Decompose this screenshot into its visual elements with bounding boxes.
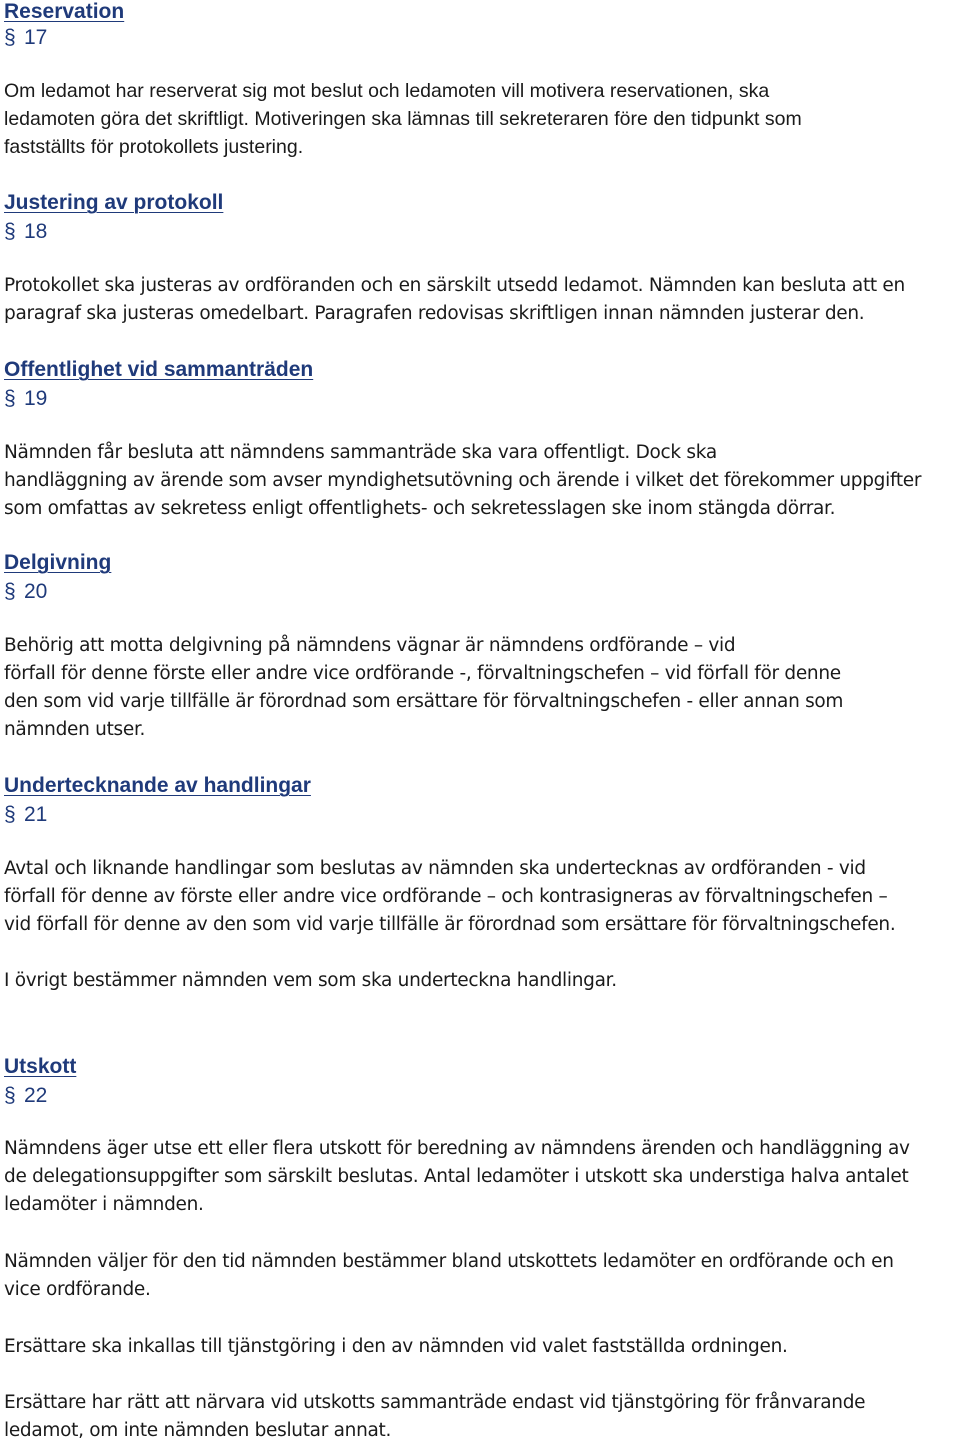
section-sign-icon: § <box>4 803 16 826</box>
paragraph-marker-20: § 20 <box>4 578 47 606</box>
text-line: nämnden utser. <box>4 719 146 740</box>
text-line: Om ledamot har reserverat sig mot beslut och ledamoten vill motivera reservationen, ska <box>4 80 770 102</box>
paragraph-marker-17: § 17 <box>4 24 47 52</box>
text-line: Behörig att motta delgivning på nämndens vägnar är nämndens ordförande – vid <box>4 635 736 656</box>
heading-justering: Justering av protokoll <box>4 191 224 214</box>
text-line: paragraf ska justeras omedelbart. Paragrafen redovisas skriftligen innan nämnden justerar den. <box>4 303 865 324</box>
text-line: som omfattas av sekretess enligt offentlighets- och sekretesslagen ske inom stängda dörrar. <box>4 498 836 519</box>
heading-offentlighet: Offentlighet vid sammanträden <box>4 358 314 381</box>
text-line: förfall för denne av förste eller andre vice ordförande – och kontrasigneras av förvaltningschefen – <box>4 886 888 907</box>
section-sign-icon: § <box>4 580 16 603</box>
text-line: handläggning av ärende som avser myndighetsutövning och ärende i vilket det förekommer uppgifter <box>4 470 922 491</box>
paragraph-marker-18: § 18 <box>4 218 47 246</box>
heading-undertecknande: Undertecknande av handlingar <box>4 774 311 797</box>
text-line: vice ordförande. <box>4 1279 151 1300</box>
section-sign-icon: § <box>4 387 16 410</box>
text-line: Ersättare ska inkallas till tjänstgöring i den av nämnden vid valet fastställda ordningen. <box>4 1336 788 1357</box>
text-line: ledamöter i nämnden. <box>4 1194 204 1215</box>
heading-delgivning: Delgivning <box>4 551 112 574</box>
text-line: Avtal och liknande handlingar som beslutas av nämnden ska undertecknas av ordföranden - vid <box>4 858 866 879</box>
text-line: Ersättare har rätt att närvara vid utskotts sammanträde endast vid tjänstgöring för frånvarande <box>4 1392 866 1413</box>
section-sign-icon: § <box>4 26 16 49</box>
paragraph-marker-21: § 21 <box>4 801 47 829</box>
text-line: den som vid varje tillfälle är förordnad som ersättare för förvaltningschefen - eller annan som <box>4 691 844 712</box>
text-line: Nämnden väljer för den tid nämnden bestämmer bland utskottets ledamöter en ordförande och en <box>4 1251 894 1272</box>
text-line: förfall för denne förste eller andre vice ordförande -, förvaltningschefen – vid förfall för denne <box>4 663 841 684</box>
text-line: ledamoten göra det skriftligt. Motiveringen ska lämnas till sekreteraren före den tidpunkt som <box>4 108 802 130</box>
heading-reservation: Reservation <box>4 0 125 23</box>
text-line: vid förfall för denne av den som vid varje tillfälle är förordnad som ersättare för förvaltningschefen. <box>4 914 896 935</box>
text-line: Nämnden får besluta att nämndens sammanträde ska vara offentligt. Dock ska <box>4 442 717 463</box>
text-line: fastställts för protokollets justering. <box>4 136 304 158</box>
text-line: Nämndens äger utse ett eller flera utskott för beredning av nämndens ärenden och handläggning av <box>4 1138 910 1159</box>
text-line: I övrigt bestämmer nämnden vem som ska underteckna handlingar. <box>4 970 617 991</box>
text-line: de delegationsuppgifter som särskilt beslutas. Antal ledamöter i utskott ska understiga halva antalet <box>4 1166 909 1187</box>
paragraph-marker-22: § 22 <box>4 1082 47 1110</box>
text-line: ledamot, om inte nämnden beslutar annat. <box>4 1420 392 1441</box>
section-sign-icon: § <box>4 1084 16 1107</box>
paragraph-marker-19: § 19 <box>4 385 47 413</box>
heading-utskott: Utskott <box>4 1055 77 1078</box>
section-sign-icon: § <box>4 220 16 243</box>
text-line: Protokollet ska justeras av ordföranden och en särskilt utsedd ledamot. Nämnden kan besluta att en <box>4 275 905 296</box>
